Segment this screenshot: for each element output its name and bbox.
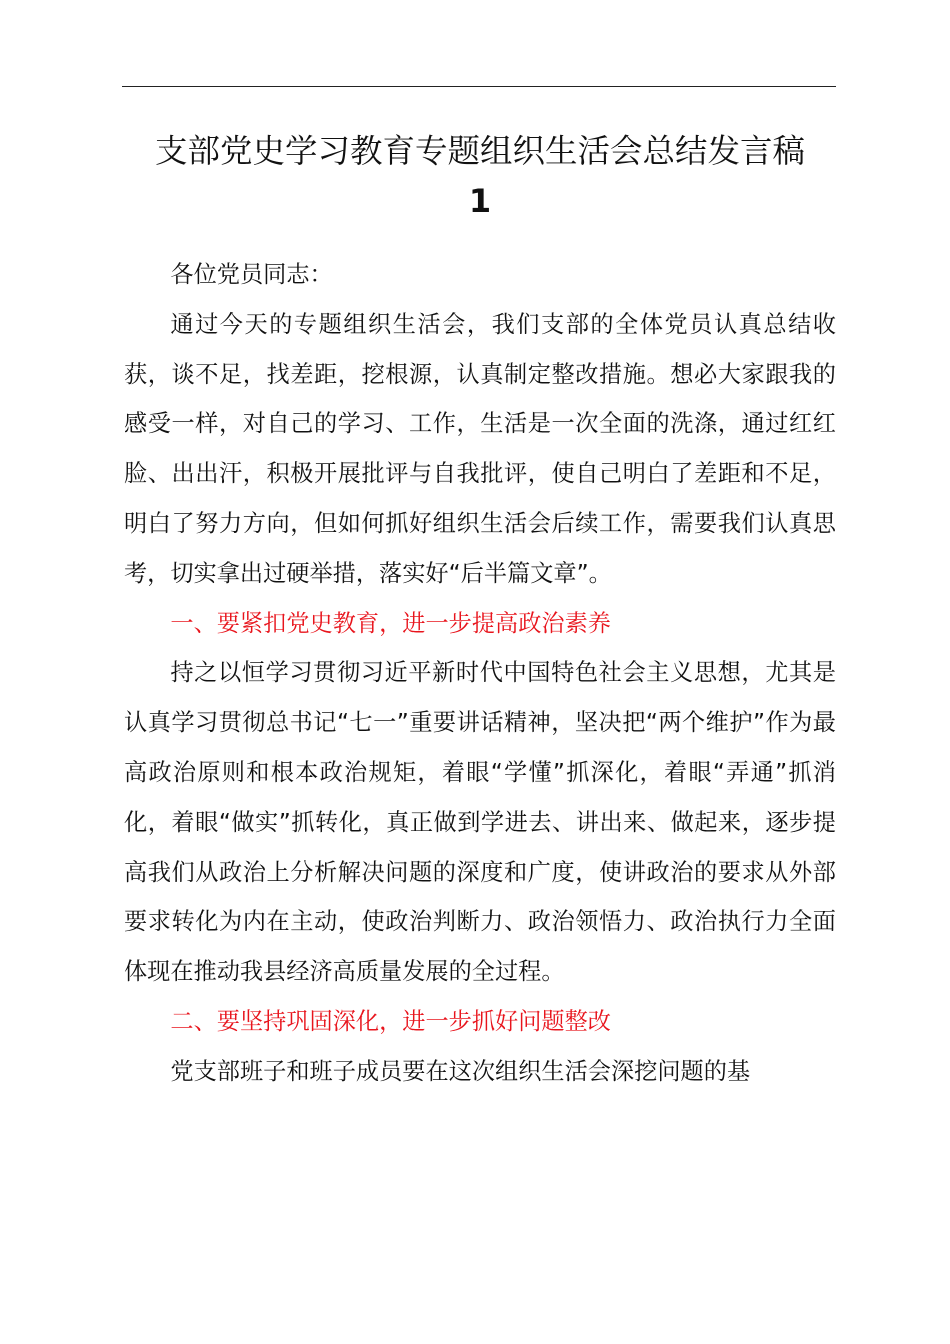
section-1-paragraph: 持之以恒学习贯彻习近平新时代中国特色社会主义思想，尤其是认真学习贯彻总书记“七一”重要讲话精神，坚决把“两个维护”作为最高政治原则和根本政治规矩，着眼“学懂”抓深化，着眼“弄通”抓消化，着眼“做实”抓转化，真正做到学进去、讲出来、做起来，逐步提高我们从政治上分析解决问题的深度和广度，使讲政治的要求从外部要求转化为内在主动，使政治判断力、政治领悟力、政治执行力全面体现在推动我县经济高质量发展的全过程。 — [124, 659, 836, 986]
title-text: 支部党史学习教育专题组织生活会总结发言稿 — [154, 132, 805, 170]
header-rule — [122, 86, 836, 87]
title-number: 1 — [468, 182, 492, 220]
section-heading-1: 一、要紧扣党史教育，进一步提高政治素养 — [170, 609, 611, 637]
section-2-paragraph: 党支部班子和班子成员要在这次组织生活会深挖问题的基 — [170, 1057, 751, 1085]
document-body — [124, 250, 836, 1097]
document-title — [110, 126, 850, 226]
section-heading-2: 二、要坚持巩固深化，进一步抓好问题整改 — [170, 1007, 611, 1035]
intro-paragraph: 通过今天的专题组织生活会，我们支部的全体党员认真总结收获，谈不足，找差距，挖根源，认真制定整改措施。想必大家跟我的感受一样，对自己的学习、工作，生活是一次全面的洗涤，通过红红脸、出出汗，积极开展批评与自我批评，使自己明白了差距和不足，明白了努力方向，但如何抓好组织生活会后续工作，需要我们认真思考，切实拿出过硬举措，落实好“后半篇文章”。 — [124, 310, 836, 587]
salutation: 各位党员同志： — [170, 261, 333, 288]
